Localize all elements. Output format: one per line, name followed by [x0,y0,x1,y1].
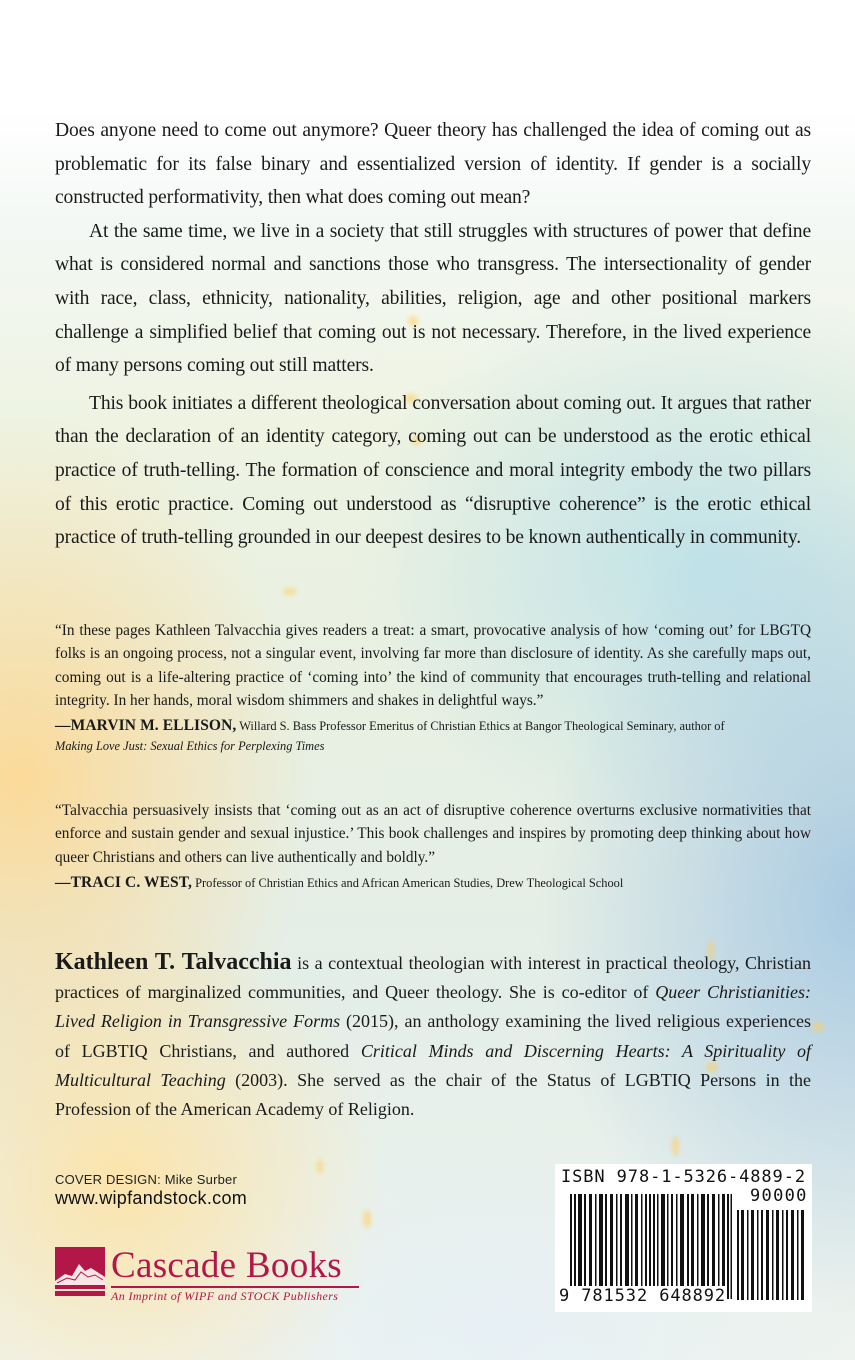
endorsement-attribution [55,873,811,893]
isbn-barcode [555,1164,812,1312]
bio-book-title: Critical Minds and Discerning Hearts: A Spirituality of Multicultural Teaching [55,1040,811,1090]
author-name: Kathleen T. Talvacchia [55,949,292,975]
credits [55,1172,247,1209]
publisher-tagline: An Imprint of WIPF and STOCK Publishers [111,1288,339,1303]
bokeh-sparkle [317,1160,323,1174]
mountain-logo-icon [55,1247,105,1297]
bokeh-sparkle [672,1136,679,1156]
bio-text: (2015), an anthology examining the lived religious experiences of LGBTIQ Christians, and authored [55,1011,811,1061]
barcode-bars-icon [570,1194,732,1299]
bokeh-sparkle [363,1210,371,1228]
cover-design-credit: COVER DESIGN: Mike Surber [55,1172,237,1187]
publisher-name: Cascade Books [111,1245,342,1286]
price-code: 90000 [750,1186,808,1206]
logo-divider [111,1286,359,1288]
description-paragraph-3: This book initiates a different theological conversation about coming out. It argues that rather than the declaration of an identity category, coming out can be understood as the erotic ethical practice of truth-telling. The formation of conscience and moral integrity embody the two pillars of this erotic practice. Coming out understood as “disruptive coherence” is the erotic ethical practice of truth-telling grounded in our deepest desires to be known authentically in community. [55,392,811,549]
addon-barcode-bars-icon [737,1210,807,1300]
endorsement-quote: “Talvacchia persuasively insists that ‘coming out as an act of disruptive coherence overturns exclusive normativities that enforce and sustain gender and sexual injustice.’ This book challenges and inspires by promoting deep thinking about how queer Christians and others can live authentically and boldly.” [55,802,811,866]
endorsement-quote: “In these pages Kathleen Talvacchia gives readers a treat: a smart, provocative analysis of how ‘coming out’ for LBGTQ folks is an ongoing process, not a singular event, involving far more than disclosure of identity. As she carefully maps out, coming out is a life-altering practice of ‘coming into’ the kind of community that encourages truth-telling and relational integrity. In her hands, moral wisdom shimmers and shakes in delightful ways.” [55,622,811,709]
bio-book-title: Queer Christianities: Lived Religion in Transgressive Forms [55,982,812,1032]
publisher-logo [55,1247,359,1304]
endorsement-1 [55,619,811,756]
book-description [55,114,811,555]
bio-text: (2003). She served as the chair of the Status of LGBTIQ Persons in the Profession of the American Academy of Religion. [55,1069,811,1120]
endorsement-2 [55,799,811,893]
endorser-title: Willard S. Bass Professor Emeritus of Christian Ethics at Bangor Theological Seminary, author of [239,719,725,734]
isbn-label: ISBN 978-1-5326-4889-2 [561,1167,806,1187]
description-paragraph-1: Does anyone need to come out anymore? Queer theory has challenged the idea of coming out as problematic for its false binary and essentialized version of identity. If gender is a socially constructed performativity, then what does coming out mean? [55,120,811,209]
description-paragraph-2: At the same time, we live in a society that still struggles with structures of power that define what is considered normal and sanctions those who transgress. The intersectionality of gender with race, class, ethnicity, nationality, abilities, religion, age and other positional markers challenge a simplified belief that coming out is not necessary. Therefore, in the lived experience of many persons coming out still matters. [55,220,811,377]
endorsement-attribution [55,716,811,756]
endorser-book-title: Making Love Just: Sexual Ethics for Perplexing Times [55,739,325,754]
author-bio [55,948,811,1124]
endorser-title: Professor of Christian Ethics and African American Studies, Drew Theological School [195,875,624,890]
endorser-name: —TRACI C. WEST, [55,873,193,891]
bokeh-sparkle [812,1022,824,1032]
endorser-name: —MARVIN M. ELLISON, [55,717,237,735]
publisher-website: www.wipfandstock.com [55,1188,248,1208]
bio-text: is a contextual theologian with interest in practical theology, Christian practices of marginalized communities, and Queer theology. She is co-editor of [55,953,812,1003]
bokeh-sparkle [283,588,297,595]
ean-digits: 9 781532 648892 [559,1286,727,1306]
